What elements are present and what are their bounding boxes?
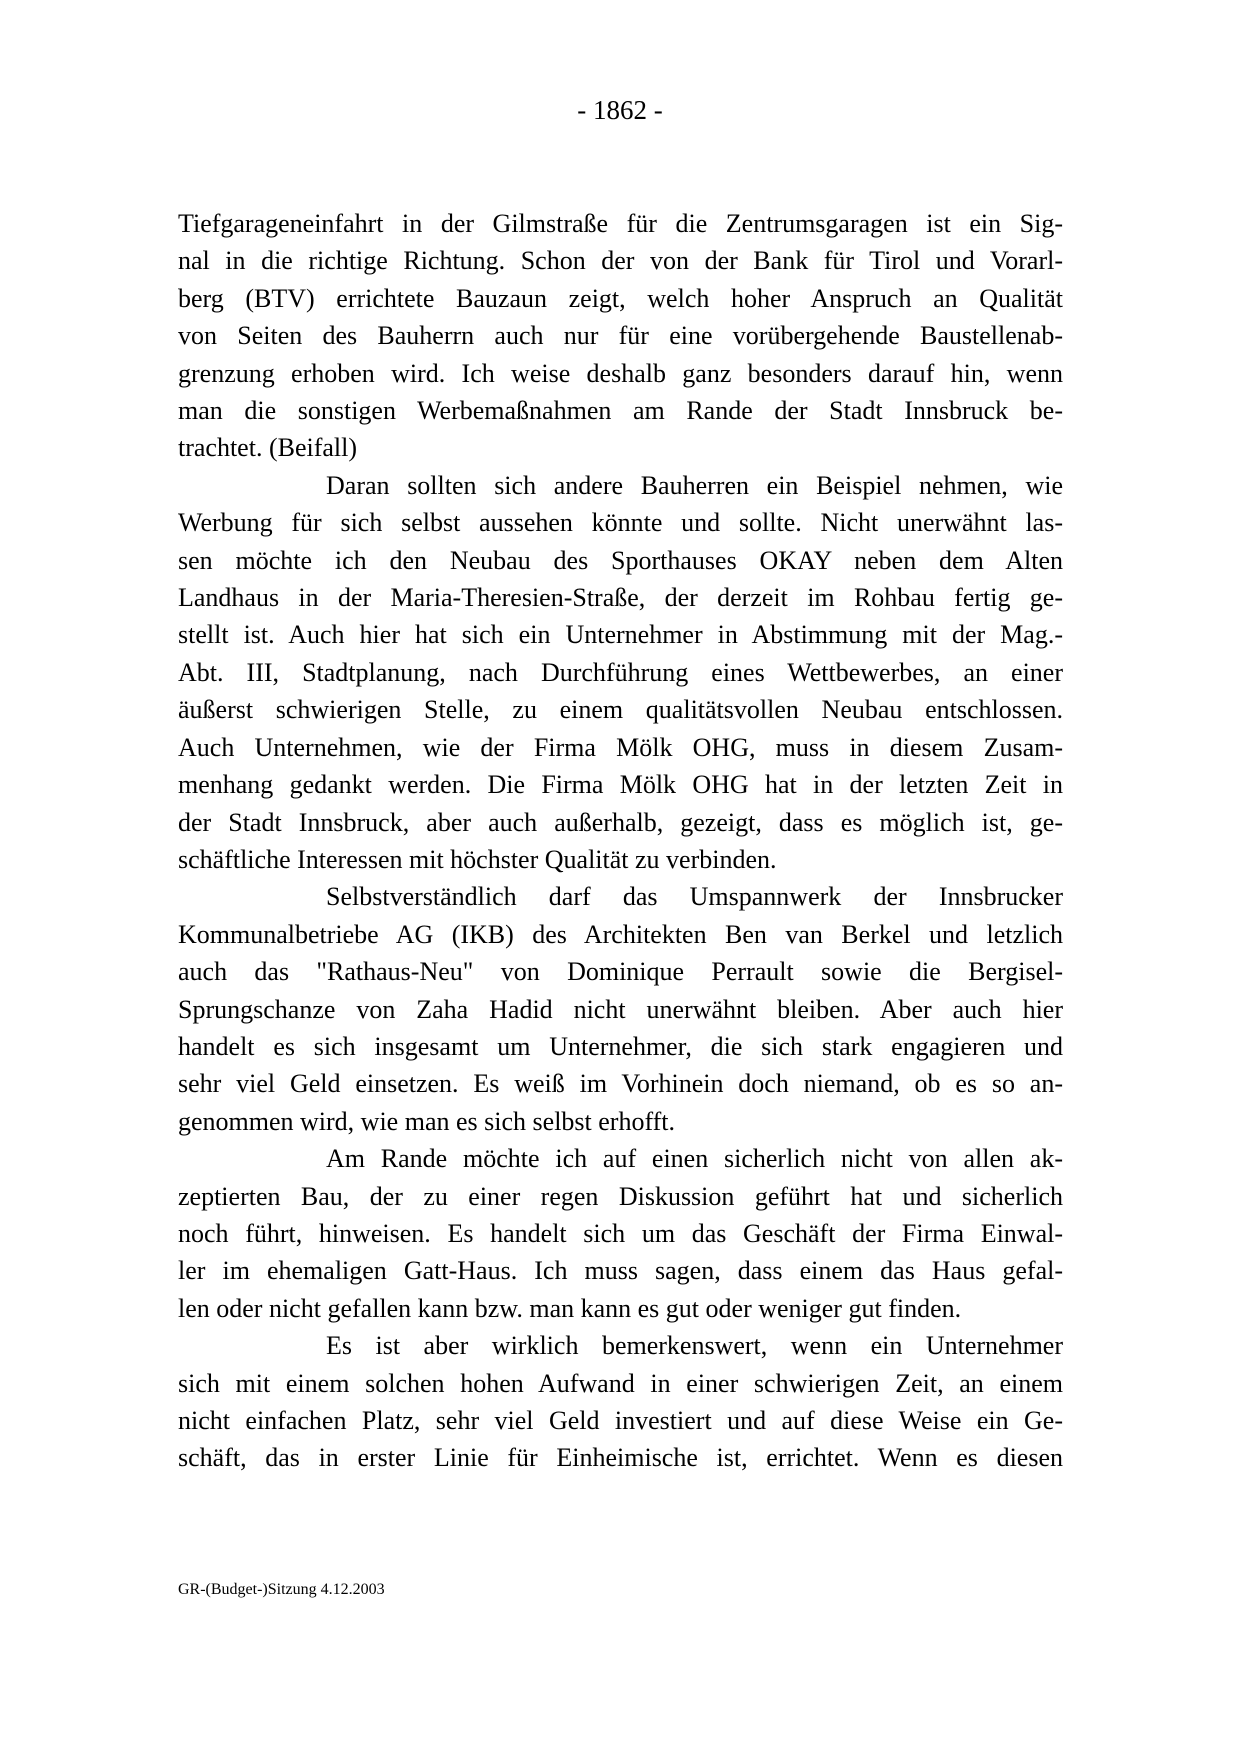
text-line: ler im ehemaligen Gatt-Haus. Ich muss sagen, dass einem das Haus gefal- [178,1256,1063,1286]
text-line: von Seiten des Bauherrn auch nur für eine vorübergehende Baustellenab- [178,321,1063,351]
text-line: Es ist aber wirklich bemerkenswert, wenn ein Unternehmer [326,1331,1063,1361]
text-line: man die sonstigen Werbemaßnahmen am Rande der Stadt Innsbruck be- [178,396,1063,426]
text-line: genommen wird, wie man es sich selbst erhofft. [178,1106,676,1136]
text-line: handelt es sich insgesamt um Unternehmer, die sich stark engagieren und [178,1031,1063,1061]
paragraph-1 [178,205,1063,467]
text-line: sehr viel Geld einsetzen. Es weiß im Vorhinein doch niemand, ob es so an- [178,1069,1063,1099]
text-line: noch führt, hinweisen. Es handelt sich um das Geschäft der Firma Einwal- [178,1218,1063,1248]
text-line: Daran sollten sich andere Bauherren ein Beispiel nehmen, wie [326,470,1063,500]
page-number: - 1862 - [577,95,663,125]
text-line: grenzung erhoben wird. Ich weise deshalb ganz besonders darauf hin, wenn [178,358,1063,388]
paragraph-5 [178,1327,1063,1477]
paragraph-2 [178,467,1063,878]
text-line: zeptierten Bau, der zu einer regen Diskussion geführt hat und sicherlich [178,1181,1063,1211]
text-line: Landhaus in der Maria-Theresien-Straße, der derzeit im Rohbau fertig ge- [178,583,1063,613]
text-line: äußerst schwierigen Stelle, zu einem qualitätsvollen Neubau entschlossen. [178,695,1063,725]
text-line: len oder nicht gefallen kann bzw. man kann es gut oder weniger gut finden. [178,1293,962,1323]
text-line: Auch Unternehmen, wie der Firma Mölk OHG, muss in diesem Zusam- [178,732,1063,762]
text-line: Am Rande möchte ich auf einen sicherlich nicht von allen ak- [326,1144,1063,1174]
text-line: Werbung für sich selbst aussehen könnte und sollte. Nicht unerwähnt las- [178,508,1063,538]
text-line: Abt. III, Stadtplanung, nach Durchführung eines Wettbewerbes, an einer [178,657,1063,687]
paragraph-3 [178,878,1063,1140]
paragraph-4 [178,1140,1063,1327]
text-line: Tiefgarageneinfahrt in der Gilmstraße für die Zentrumsgaragen ist ein Sig- [178,209,1063,238]
footer-session-label: GR-(Budget-)Sitzung 4.12.2003 [178,1581,385,1598]
text-line: Kommunalbetriebe AG (IKB) des Architekten Ben van Berkel und letzlich [178,919,1063,949]
text-line: Selbstverständlich darf das Umspannwerk der Innsbrucker [326,882,1063,912]
text-line: Sprungschanze von Zaha Hadid nicht unerwähnt bleiben. Aber auch hier [178,994,1063,1024]
text-line: schäftliche Interessen mit höchster Qualität zu verbinden. [178,844,777,874]
text-line: trachtet. (Beifall) [178,433,358,463]
text-line: auch das "Rathaus-Neu" von Dominique Perrault sowie die Bergisel- [178,957,1063,987]
text-line: menhang gedankt werden. Die Firma Mölk OHG hat in der letzten Zeit in [178,770,1063,800]
text-line: sich mit einem solchen hohen Aufwand in einer schwierigen Zeit, an einem [178,1368,1063,1398]
text-line: nicht einfachen Platz, sehr viel Geld investiert und auf diese Weise ein Ge- [178,1406,1063,1435]
text-line: berg (BTV) errichtete Bauzaun zeigt, welch hoher Anspruch an Qualität [178,283,1063,313]
text-line: nal in die richtige Richtung. Schon der von der Bank für Tirol und Vorarl- [178,246,1063,276]
text-line: sen möchte ich den Neubau des Sporthauses OKAY neben dem Alten [178,545,1063,575]
text-line: schäft, das in erster Linie für Einheimische ist, errichtet. Wenn es diesen [178,1443,1063,1473]
text-line: stellt ist. Auch hier hat sich ein Unternehmer in Abstimmung mit der Mag.- [178,620,1063,650]
text-line: der Stadt Innsbruck, aber auch außerhalb, gezeigt, dass es möglich ist, ge- [178,807,1063,837]
document-body [178,205,1063,1477]
